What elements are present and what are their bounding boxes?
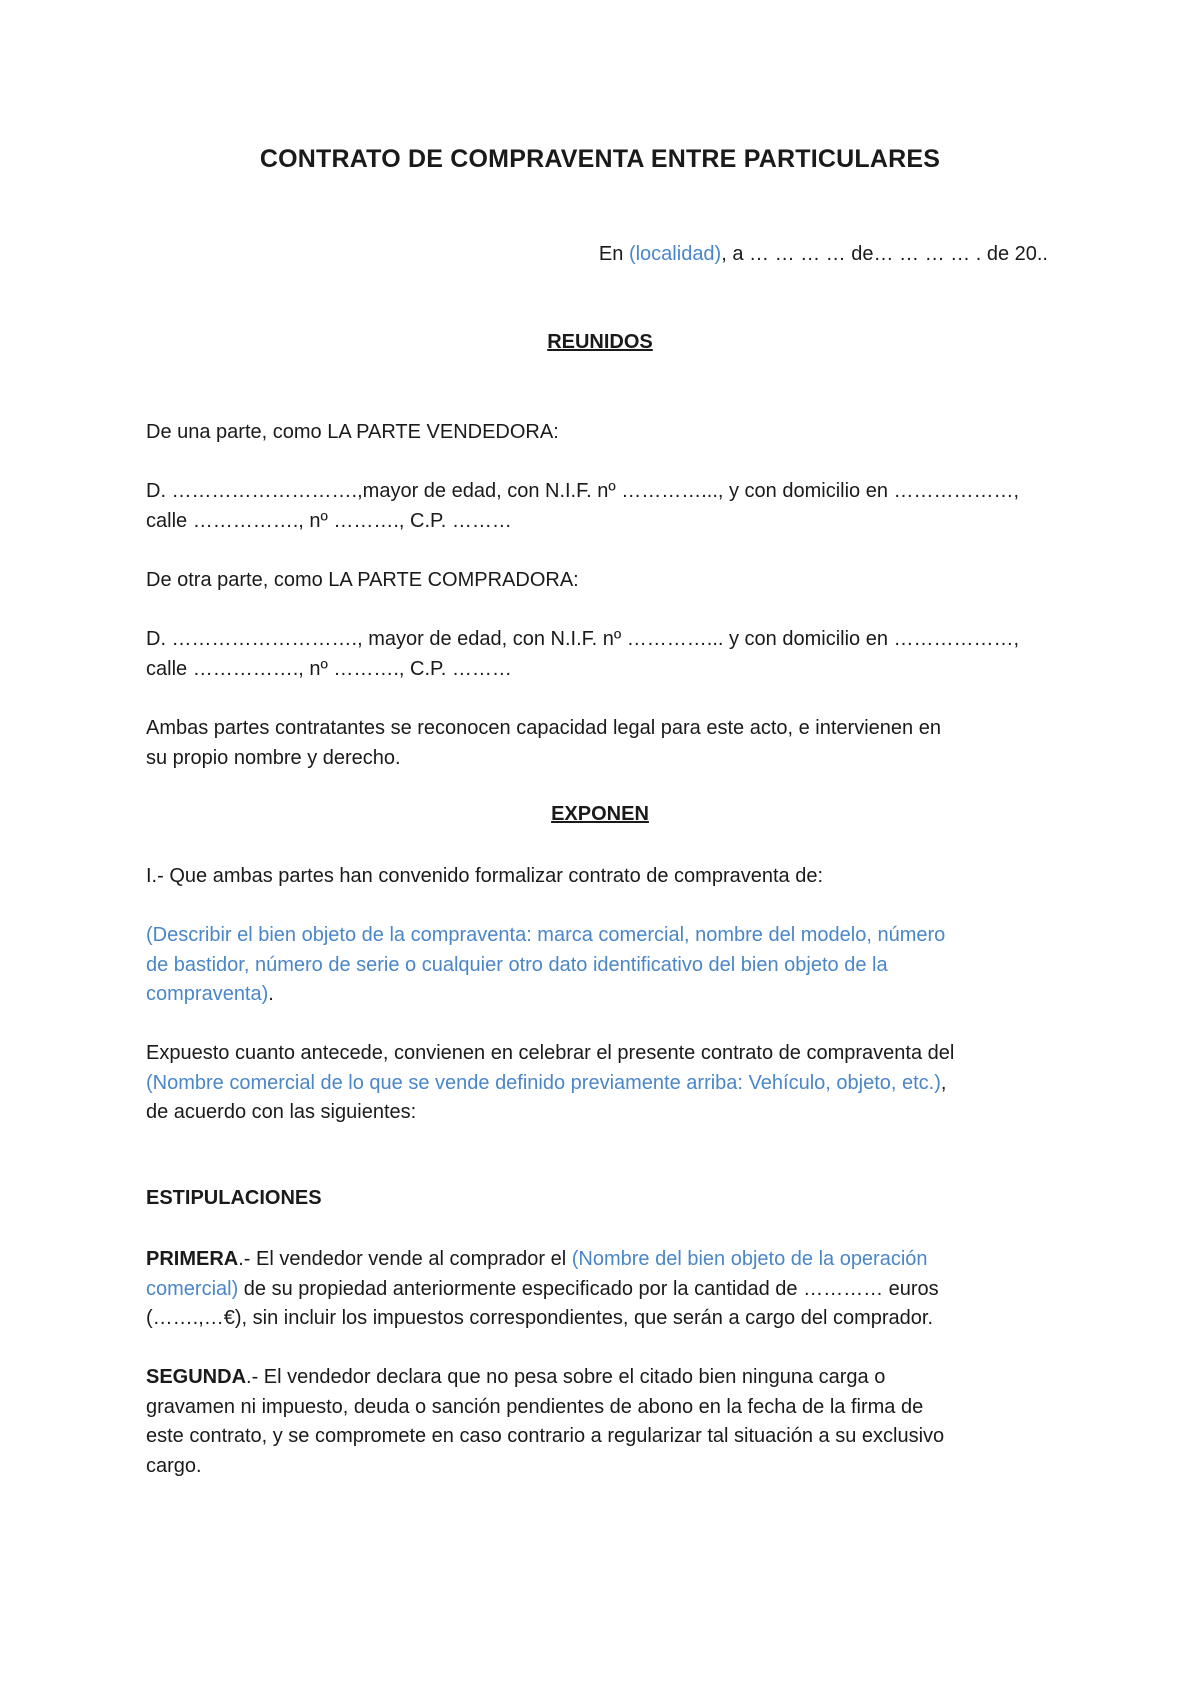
- segunda-line4: cargo.: [146, 1454, 202, 1477]
- object-description-end: .: [268, 983, 274, 1005]
- primera-line3: (…….,…€), sin incluir los impuestos correspondientes, que serán a cargo del comprador.: [146, 1307, 934, 1329]
- seller-intro-text: De una parte, como LA PARTE VENDEDORA:: [146, 421, 559, 443]
- capacity-line1: Ambas partes contratantes se reconocen capacidad legal para este acto, e intervienen en: [146, 717, 941, 739]
- date-line: [599, 243, 1048, 266]
- seller-intro: [146, 418, 1056, 448]
- buyer-details: [146, 625, 1056, 684]
- heading-reunidos: REUNIDOS: [547, 331, 653, 353]
- seller-details-line1: D. ……………………….,mayor de edad, con N.I.F. nº …………..., y con domicilio en ………………,: [146, 480, 1020, 502]
- capacity-line2: su propio nombre y derecho.: [146, 746, 401, 769]
- object-description-line2: de bastidor, número de serie o cualquier otro dato identificativo del bien objeto de la: [146, 953, 888, 976]
- primera-line2-b: de su propiedad anteriormente especificado por la cantidad de ………… euros: [238, 1277, 939, 1300]
- expuesto-line1: Expuesto cuanto antecede, convienen en celebrar el presente contrato de compraventa del: [146, 1042, 955, 1064]
- document-title: CONTRATO DE COMPRAVENTA ENTRE PARTICULARES: [259, 145, 941, 173]
- segunda-line2: gravamen ni impuesto, deuda o sanción pendientes de abono en la fecha de la firma de: [146, 1395, 924, 1418]
- object-description: [146, 921, 1056, 1010]
- expuesto-line3: de acuerdo con las siguientes:: [146, 1101, 417, 1123]
- date-suffix: , a … … … … de… … … … . de 20..: [721, 243, 1048, 265]
- seller-details-line2: calle ……………., nº ………., C.P. ………: [146, 509, 512, 532]
- expuesto-line2-end: ,: [940, 1071, 947, 1094]
- clause-segunda: [146, 1363, 1056, 1481]
- buyer-intro: [146, 566, 1056, 596]
- capacity-paragraph: [146, 714, 1056, 773]
- segunda-label: SEGUNDA: [146, 1366, 247, 1388]
- exponen-point1: [146, 862, 1056, 892]
- primera-line2-placeholder: comercial): [146, 1277, 239, 1300]
- exponen-point1-text: I.- Que ambas partes han convenido formalizar contrato de compraventa de:: [146, 865, 824, 887]
- expuesto-line2-placeholder: (Nombre comercial de lo que se vende definido previamente arriba: Vehículo, objeto, etc.): [146, 1071, 941, 1094]
- primera-label: PRIMERA: [146, 1248, 239, 1270]
- date-placeholder-locality: (localidad): [628, 243, 722, 265]
- segunda-line3: este contrato, y se compromete en caso contrario a regularizar tal situación a su exclusivo: [146, 1425, 945, 1447]
- buyer-details-line1: D. ………………………., mayor de edad, con N.I.F. nº …………... y con domicilio en ………………,: [146, 628, 1020, 650]
- object-description-line1: (Describir el bien objeto de la compraventa: marca comercial, nombre del modelo, número: [146, 924, 946, 946]
- segunda-line1-a: .- El vendedor declara que no pesa sobre el citado bien ninguna carga o: [246, 1366, 886, 1388]
- buyer-details-line2: calle ……………., nº ………., C.P. ………: [146, 657, 512, 680]
- object-description-line3: compraventa): [146, 983, 269, 1005]
- primera-line1-placeholder: (Nombre del bien objeto de la operación: [571, 1248, 928, 1270]
- primera-line1-a: .- El vendedor vende al comprador el: [238, 1248, 572, 1270]
- buyer-intro-text: De otra parte, como LA PARTE COMPRADORA:: [146, 569, 579, 591]
- date-prefix: En: [598, 243, 629, 265]
- expuesto-paragraph: [146, 1039, 1056, 1128]
- clause-primera: [146, 1245, 1056, 1334]
- heading-exponen: EXPONEN: [551, 803, 649, 825]
- heading-estipulaciones: ESTIPULACIONES: [146, 1187, 322, 1209]
- seller-details: [146, 477, 1056, 536]
